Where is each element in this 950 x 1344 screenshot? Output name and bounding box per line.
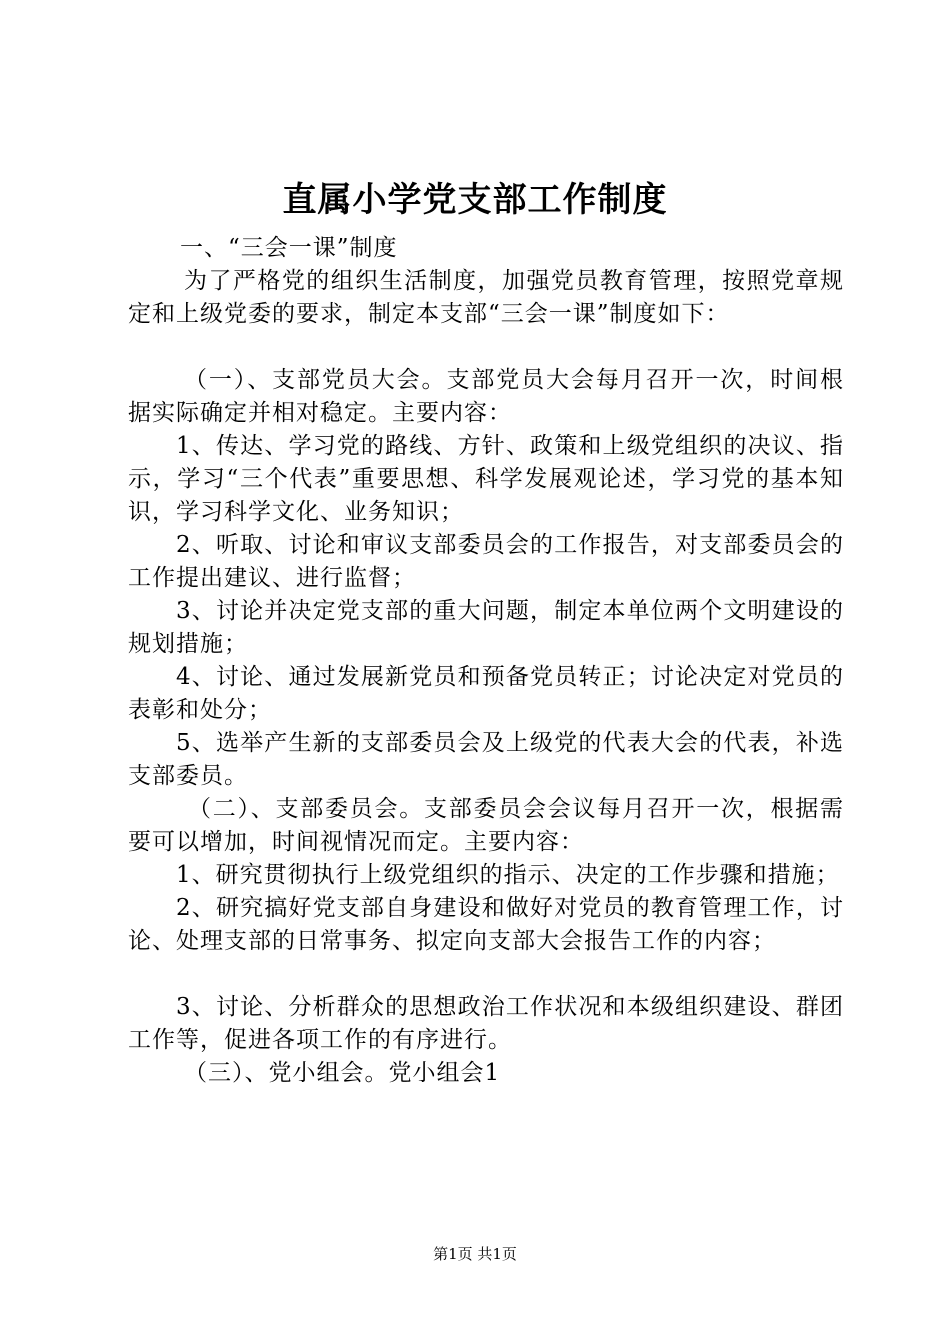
list-item: 3、讨论、分析群众的思想政治工作状况和本级组织建设、群团工作等，促进各项工作的有序进行。: [128, 994, 844, 1053]
list-item: 2、听取、讨论和审议支部委员会的工作报告，对支部委员会的工作提出建议、进行监督；: [128, 532, 844, 591]
list-item: 3、讨论并决定党支部的重大问题，制定本单位两个文明建设的规划措施；: [128, 598, 844, 657]
subsection-heading-1: （一）、支部党员大会。支部党员大会每月召开一次，时间根据实际确定并相对稳定。主要内容：: [128, 367, 844, 426]
section-heading: 一、“三会一课”制度: [180, 235, 398, 261]
list-item: 4、讨论、通过发展新党员和预备党员转正；讨论决定对党员的表彰和处分；: [128, 664, 844, 723]
paragraph-intro: 为了严格党的组织生活制度，加强党员教育管理，按照党章规定和上级党委的要求，制定本支部“三会一课”制度如下：: [128, 268, 844, 327]
list-item: 1、研究贯彻执行上级党组织的指示、决定的工作步骤和措施；: [176, 862, 840, 888]
subsection-heading-2: （二）、支部委员会。支部委员会会议每月召开一次，根据需要可以增加，时间视情况而定。主要内容：: [128, 796, 844, 855]
subsection-heading-3: （三）、党小组会。党小组会1: [184, 1060, 501, 1086]
page-footer: 第1页 共1页: [433, 1245, 517, 1263]
document-body: [128, 232, 844, 1090]
list-item: 1、传达、学习党的路线、方针、政策和上级党组织的决议、指示，学习“三个代表”重要思想、科学发展观论述，学习党的基本知识，学习科学文化、业务知识；: [128, 433, 844, 525]
list-item: 2、研究搞好党支部自身建设和做好对党员的教育管理工作，讨论、处理支部的日常事务、拟定向支部大会报告工作的内容；: [128, 895, 844, 954]
list-item: 5、选举产生新的支部委员会及上级党的代表大会的代表，补选支部委员。: [128, 730, 844, 789]
document-title: 直属小学党支部工作制度: [282, 180, 668, 220]
